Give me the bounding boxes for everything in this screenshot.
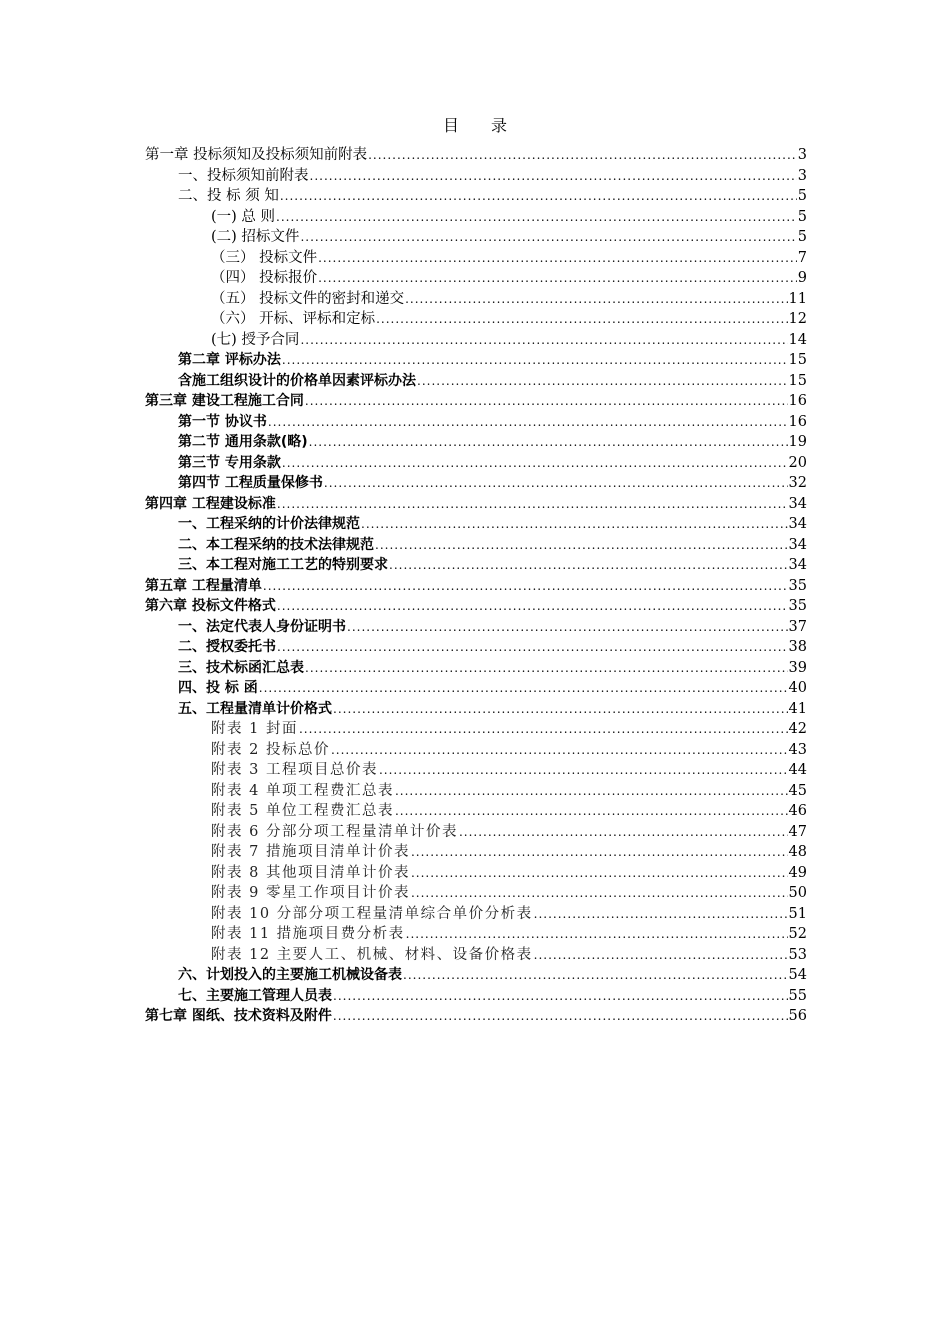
toc-entry-page-number: 19 (788, 434, 807, 450)
toc-entry-page-number: 39 (788, 659, 807, 676)
toc-entry[interactable] (145, 678, 807, 699)
toc-entry-page-number: 7 (797, 249, 807, 266)
toc-entry-page-number: 16 (788, 413, 807, 430)
toc-leader-dots (268, 412, 788, 433)
toc-leader-dots (395, 801, 788, 822)
toc-leader-dots (368, 145, 797, 166)
toc-entry[interactable] (145, 1006, 807, 1027)
toc-entry-label: 一、法定代表人身份证明书 (178, 618, 346, 635)
toc-entry-label: 附表 1 封面 (211, 721, 298, 737)
toc-leader-dots (300, 330, 787, 351)
toc-entry-page-number: 5 (797, 208, 807, 225)
toc-leader-dots (411, 883, 788, 904)
toc-entry-page-number: 56 (788, 1008, 807, 1024)
toc-entry-label: 七、主要施工管理人员表 (178, 987, 332, 1004)
toc-entry-label: 附表 7 措施项目清单计价表 (211, 844, 410, 860)
toc-entry-label: 附表 12 主要人工、机械、材料、设备价格表 (211, 946, 533, 963)
page-title: 目 录 (442, 116, 507, 135)
toc-entry-label: (一) 总 则 (211, 208, 276, 225)
toc-entry-label: 附表 6 分部分项工程量清单计价表 (211, 823, 458, 840)
toc-entry-page-number: 35 (788, 598, 807, 614)
toc-entry-label: 一、投标须知前附表 (178, 167, 309, 184)
toc-entry-label: 附表 9 零星工作项目计价表 (211, 885, 410, 901)
toc-entry-label: 第二节 通用条款(略) (178, 434, 308, 450)
toc-entry-label: 第四章 工程建设标准 (145, 495, 276, 512)
toc-entry[interactable] (145, 699, 807, 720)
toc-entry[interactable] (145, 719, 807, 740)
toc-entry[interactable] (145, 309, 807, 330)
toc-entry-label: 附表 2 投标总价 (211, 741, 330, 758)
toc-entry-label: (七) 授予合同 (211, 331, 300, 348)
toc-leader-dots (277, 494, 788, 515)
toc-entry-page-number: 5 (797, 229, 807, 245)
toc-leader-dots (406, 924, 788, 945)
toc-entry-label: 第七章 图纸、技术资料及附件 (145, 1008, 332, 1024)
toc-entry-label: （五） 投标文件的密封和递交 (211, 290, 405, 307)
toc-entry-page-number: 45 (788, 782, 807, 799)
toc-entry-page-number: 34 (788, 516, 807, 532)
toc-entry-label: 第二章 评标办法 (178, 352, 281, 368)
toc-entry-page-number: 42 (788, 721, 807, 737)
toc-entry[interactable] (145, 924, 807, 945)
toc-entry[interactable] (145, 945, 807, 966)
toc-leader-dots (347, 617, 788, 638)
toc-entry-page-number: 16 (788, 393, 807, 409)
toc-entry-label: 第四节 工程质量保修书 (178, 475, 323, 491)
toc-entry[interactable] (145, 145, 807, 166)
toc-leader-dots (405, 289, 787, 310)
toc-entry[interactable] (145, 473, 807, 494)
toc-entry-label: 附表 3 工程项目总价表 (211, 762, 378, 778)
toc-leader-dots (310, 166, 797, 187)
toc-leader-dots (534, 904, 788, 925)
toc-entry[interactable] (145, 822, 807, 843)
toc-entry-page-number: 37 (788, 618, 807, 635)
toc-entry-page-number: 5 (797, 188, 807, 204)
toc-leader-dots (459, 822, 788, 843)
toc-leader-dots (277, 637, 788, 658)
toc-entry-label: 第一节 协议书 (178, 413, 267, 430)
toc-entry-label: 六、计划投入的主要施工机械设备表 (178, 967, 402, 983)
toc-entry[interactable] (145, 330, 807, 351)
toc-entry-label: 二、本工程采纳的技术法律规范 (178, 536, 374, 553)
toc-entry-label: 附表 8 其他项目清单计价表 (211, 864, 410, 881)
toc-entry-page-number: 14 (788, 331, 807, 348)
toc-entry-page-number: 43 (788, 741, 807, 758)
toc-leader-dots (324, 473, 788, 494)
toc-entry-page-number: 38 (788, 639, 807, 655)
toc-entry-page-number: 35 (788, 577, 807, 594)
toc-entry-page-number: 34 (788, 495, 807, 512)
toc-entry-page-number: 52 (788, 926, 807, 942)
toc-entry-label: 三、技术标函汇总表 (178, 659, 304, 676)
toc-entry[interactable] (145, 432, 807, 453)
toc-leader-dots (333, 986, 788, 1007)
toc-leader-dots (376, 309, 787, 330)
toc-entry[interactable] (145, 965, 807, 986)
toc-leader-dots (263, 576, 788, 597)
toc-entry[interactable] (145, 801, 807, 822)
toc-entry-label: 三、本工程对施工工艺的特别要求 (178, 557, 388, 573)
toc-entry-page-number: 41 (788, 700, 807, 717)
toc-entry-label: （三） 投标文件 (211, 249, 318, 266)
toc-entry-label: 附表 4 单项工程费汇总表 (211, 782, 394, 799)
toc-entry-page-number: 15 (788, 372, 807, 389)
toc-leader-dots (411, 842, 788, 863)
toc-leader-dots (318, 248, 797, 269)
toc-entry-page-number: 9 (797, 270, 807, 286)
toc-entry[interactable] (145, 986, 807, 1007)
toc-entry-page-number: 3 (797, 147, 807, 163)
toc-entry-label: 附表 5 单位工程费汇总表 (211, 803, 394, 819)
toc-entry-page-number: 40 (788, 680, 807, 696)
toc-entry-page-number: 47 (788, 823, 807, 840)
toc-entry-label: （四） 投标报价 (211, 270, 318, 286)
toc-leader-dots (361, 514, 788, 535)
toc-entry[interactable] (145, 760, 807, 781)
toc-entry[interactable] (145, 186, 807, 207)
toc-entry[interactable] (145, 863, 807, 884)
toc-entry[interactable] (145, 268, 807, 289)
toc-entry-page-number: 51 (788, 905, 807, 922)
toc-entry[interactable] (145, 166, 807, 187)
toc-leader-dots (395, 781, 788, 802)
toc-entry[interactable] (145, 350, 807, 371)
toc-leader-dots (331, 740, 788, 761)
toc-leader-dots (305, 658, 788, 679)
toc-leader-dots (417, 371, 788, 392)
toc-entry-label: 一、工程采纳的计价法律规范 (178, 516, 360, 532)
toc-entry[interactable] (145, 842, 807, 863)
toc-leader-dots (282, 350, 788, 371)
toc-entry-page-number: 15 (788, 352, 807, 368)
toc-entry-label: 第五章 工程量清单 (145, 577, 262, 594)
toc-entry-page-number: 50 (788, 885, 807, 901)
toc-entry-page-number: 55 (788, 987, 807, 1004)
toc-leader-dots (259, 678, 788, 699)
toc-entry-label: 第三节 专用条款 (178, 454, 281, 471)
toc-entry-page-number: 46 (788, 803, 807, 819)
toc-entry[interactable] (145, 514, 807, 535)
toc-entry-page-number: 34 (788, 536, 807, 553)
toc-entry[interactable] (145, 391, 807, 412)
toc-entry-page-number: 32 (788, 475, 807, 491)
toc-entry-page-number: 3 (797, 167, 807, 184)
toc-entry[interactable] (145, 412, 807, 433)
toc-entry-label: (二) 招标文件 (211, 229, 300, 245)
toc-entry-label: 第一章 投标须知及投标须知前附表 (145, 147, 368, 163)
toc-entry[interactable] (145, 535, 807, 556)
toc-leader-dots (299, 719, 788, 740)
toc-entry-label: 五、工程量清单计价格式 (178, 700, 332, 717)
toc-entry-label: （六） 开标、评标和定标 (211, 311, 376, 327)
toc-leader-dots (375, 535, 788, 556)
toc-entry[interactable] (145, 740, 807, 761)
toc-entry-page-number: 34 (788, 557, 807, 573)
toc-entry-page-number: 49 (788, 864, 807, 881)
toc-leader-dots (280, 186, 797, 207)
toc-entry[interactable] (145, 371, 807, 392)
toc-entry[interactable] (145, 617, 807, 638)
toc-entry-label: 附表 10 分部分项工程量清单综合单价分析表 (211, 905, 533, 922)
toc-entry-label: 二、投 标 须 知 (178, 188, 279, 204)
toc-entry[interactable] (145, 781, 807, 802)
toc-entry-page-number: 12 (788, 311, 807, 327)
toc-leader-dots (389, 555, 788, 576)
toc-entry[interactable] (145, 904, 807, 925)
toc-entry[interactable] (145, 658, 807, 679)
toc-leader-dots (300, 227, 796, 248)
toc-leader-dots (379, 760, 788, 781)
toc-entry[interactable] (145, 883, 807, 904)
toc-leader-dots (403, 965, 788, 986)
toc-entry-label: 第六章 投标文件格式 (145, 598, 276, 614)
toc-leader-dots (333, 1006, 788, 1027)
toc-leader-dots (309, 432, 788, 453)
toc-leader-dots (534, 945, 788, 966)
toc-entry[interactable] (145, 453, 807, 474)
toc-leader-dots (411, 863, 788, 884)
toc-entry-page-number: 20 (788, 454, 807, 471)
toc-entry-label: 第三章 建设工程施工合同 (145, 393, 304, 409)
toc-entry-label: 二、授权委托书 (178, 639, 276, 655)
toc-entry-label: 四、投 标 函 (178, 680, 258, 696)
toc-entry[interactable] (145, 494, 807, 515)
toc-entry[interactable] (145, 227, 807, 248)
table-of-contents (145, 145, 807, 1027)
toc-entry-label: 含施工组织设计的价格单因素评标办法 (178, 372, 416, 389)
toc-entry[interactable] (145, 637, 807, 658)
toc-entry-label: 附表 11 措施项目费分析表 (211, 926, 405, 942)
toc-leader-dots (277, 596, 788, 617)
toc-leader-dots (305, 391, 788, 412)
toc-leader-dots (282, 453, 788, 474)
toc-entry[interactable] (145, 596, 807, 617)
toc-leader-dots (318, 268, 797, 289)
toc-entry-page-number: 48 (788, 844, 807, 860)
toc-entry-page-number: 44 (788, 762, 807, 778)
toc-entry[interactable] (145, 555, 807, 576)
toc-entry[interactable] (145, 289, 807, 310)
toc-entry-page-number: 53 (788, 946, 807, 963)
toc-leader-dots (333, 699, 788, 720)
toc-entry[interactable] (145, 207, 807, 228)
toc-entry-page-number: 54 (788, 967, 807, 983)
toc-entry[interactable] (145, 576, 807, 597)
toc-entry[interactable] (145, 248, 807, 269)
toc-leader-dots (276, 207, 797, 228)
toc-entry-page-number: 11 (788, 290, 807, 307)
